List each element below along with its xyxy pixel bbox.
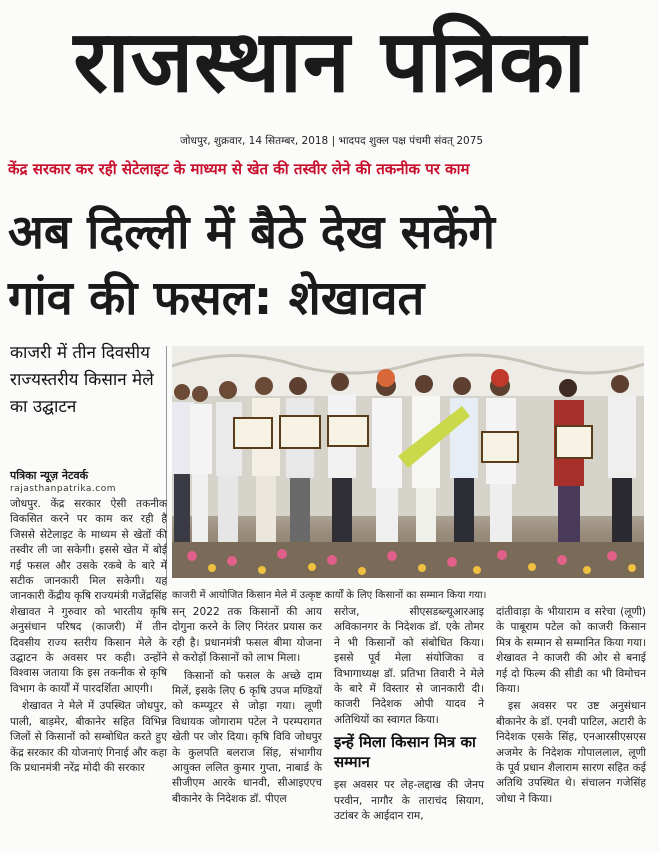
subhead: काजरी में तीन दिवसीय राज्यस्तरीय किसान मेले का उद्घाटन bbox=[10, 343, 154, 417]
paragraph: जोधपुर. केंद्र सरकार ऐसी तकनीक विकसित करने पर काम कर रही है जिससे सेटेलाइट के माध्यम से खेतों की तस्वीर ली जा सकेगी। इससे खेत में बोई गई फसल और उसके रकबे के बारे में सटीक जानकारी मिल सकेगी। यह जानकारी केंद्रीय कृषि राज्यमंत्री गजेंद्रसिंह शेखावत ने गुरुवार को भारतीय कृषि अनुसंधान परिषद (काजरी) में तीन दिवसीय राज्य स्तरीय किसान मेले के उद्घाटन के अवसर पर कही। उन्होंने विश्वास जताया कि इस तकनीक से कृषि विभाग के कार्यों में पारदर्शिता आएगी। bbox=[10, 498, 167, 695]
headline-line-2: गांव की फसल: शेखावत bbox=[8, 271, 425, 326]
masthead-title: राजस्थान पत्रिका bbox=[73, 12, 587, 112]
section-subhead: इन्हें मिला किसान मित्र का सम्मान bbox=[334, 733, 476, 772]
article-column-2 bbox=[172, 605, 322, 809]
paragraph: सरोज, सीएसडब्ल्यूआरआइ अविकानगर के निदेशक डॉ. एके तोमर ने भी किसानों को संबोधित किया। इससे पूर्व मेला संयोजिका व विभागाध्यक्ष डॉ. प्रतिभा तिवारी ने मेले के बारे में विस्तार से जानकारी दी। काजरी निदेशक ओपी यादव ने अतिथियों का स्वागत किया। bbox=[334, 606, 484, 726]
byline: पत्रिका न्यूज़ नेटवर्क bbox=[10, 469, 89, 482]
article-column-4 bbox=[496, 605, 646, 809]
dateline: जोधपुर, शुक्रवार, 14 सितम्बर, 2018 | भादपद शुक्ल पक्ष पंचमी संवत् 2075 bbox=[180, 135, 484, 147]
article-column-3 bbox=[334, 605, 484, 826]
masthead bbox=[6, 6, 654, 134]
article-column-1 bbox=[10, 497, 167, 778]
kicker: केंद्र सरकार कर रही सेटेलाइट के माध्यम से खेत की तस्वीर लेने की तकनीक पर काम bbox=[8, 160, 470, 178]
paragraph: दांतीवाड़ा के भीयाराम व सरेचा (लूणी) के पाबूराम पटेल को काजरी किसान मित्र के सम्मान से सम्मानित किया गया। शेखावत ने काजरी की ओर से बनाई गई दो फिल्म की सीडी का भी विमोचन किया। bbox=[496, 606, 646, 696]
ceremony-photo-illustration bbox=[172, 346, 644, 578]
byline-site: rajasthanpatrika.com bbox=[10, 484, 116, 494]
paragraph: शेखावत ने मेले में उपस्थित जोधपुर, पाली, बाड़मेर, बीकानेर सहित विभिन्न जिलों से किसानों को सम्बोधित करते हुए केंद्र सरकार की योजनाएं गिनाई और कहा कि प्रधानमंत्री नरेंद्र मोदी की सरकार bbox=[10, 700, 167, 774]
paragraph: सन् 2022 तक किसानों की आय दोगुना करने के लिए निरंतर प्रयास कर रही है। प्रधानमंत्री फसल बीमा योजना से करोड़ों किसानों को लाभ मिला। bbox=[172, 606, 322, 665]
photo-caption: काजरी में आयोजित किसान मेले में उत्कृष्ट कार्यों के लिए किसानों का सम्मान किया गया। bbox=[172, 590, 487, 601]
paragraph: इस अवसर पर उष्ट अनुसंधान बीकानेर के डॉ. एनवी पाटिल, अटारी के निदेशक एसके सिंह, एनआरसीएसएस अजमेर के निदेशक गोपाललाल, लूणी के पूर्व प्रधान शैलाराम सारण सहित कई अतिथि उपस्थित थे। संचालन गजेसिंह जोधा ने किया। bbox=[496, 700, 646, 805]
news-photo bbox=[172, 346, 644, 578]
headline bbox=[8, 200, 652, 332]
paragraph: इस अवसर पर लेह-लद्दाख की जेनप परवीन, नागौर के ताराचंद सियाग, उटांबर के आईदान राम, bbox=[334, 779, 484, 823]
paragraph: किसानों को फसल के अच्छे दाम मिलें, इसके लिए 6 कृषि उपज मण्डियों को कम्प्यूटर से जोड़ा गया। लूणी विधायक जोगाराम पटेल ने परम्परागत खेती पर जोर दिया। कृषि विवि जोधपुर के कुलपति बलराज सिंह, संभागीय आयुक्त ललित कुमार गुप्ता, नाबार्ड के सीजीएम आरके धानवी, सीआइएएच बीकानेर के निदेशक डॉ. पीएल bbox=[172, 669, 322, 805]
headline-line-1: अब दिल्ली में बैठे देख सकेंगे bbox=[8, 205, 495, 260]
